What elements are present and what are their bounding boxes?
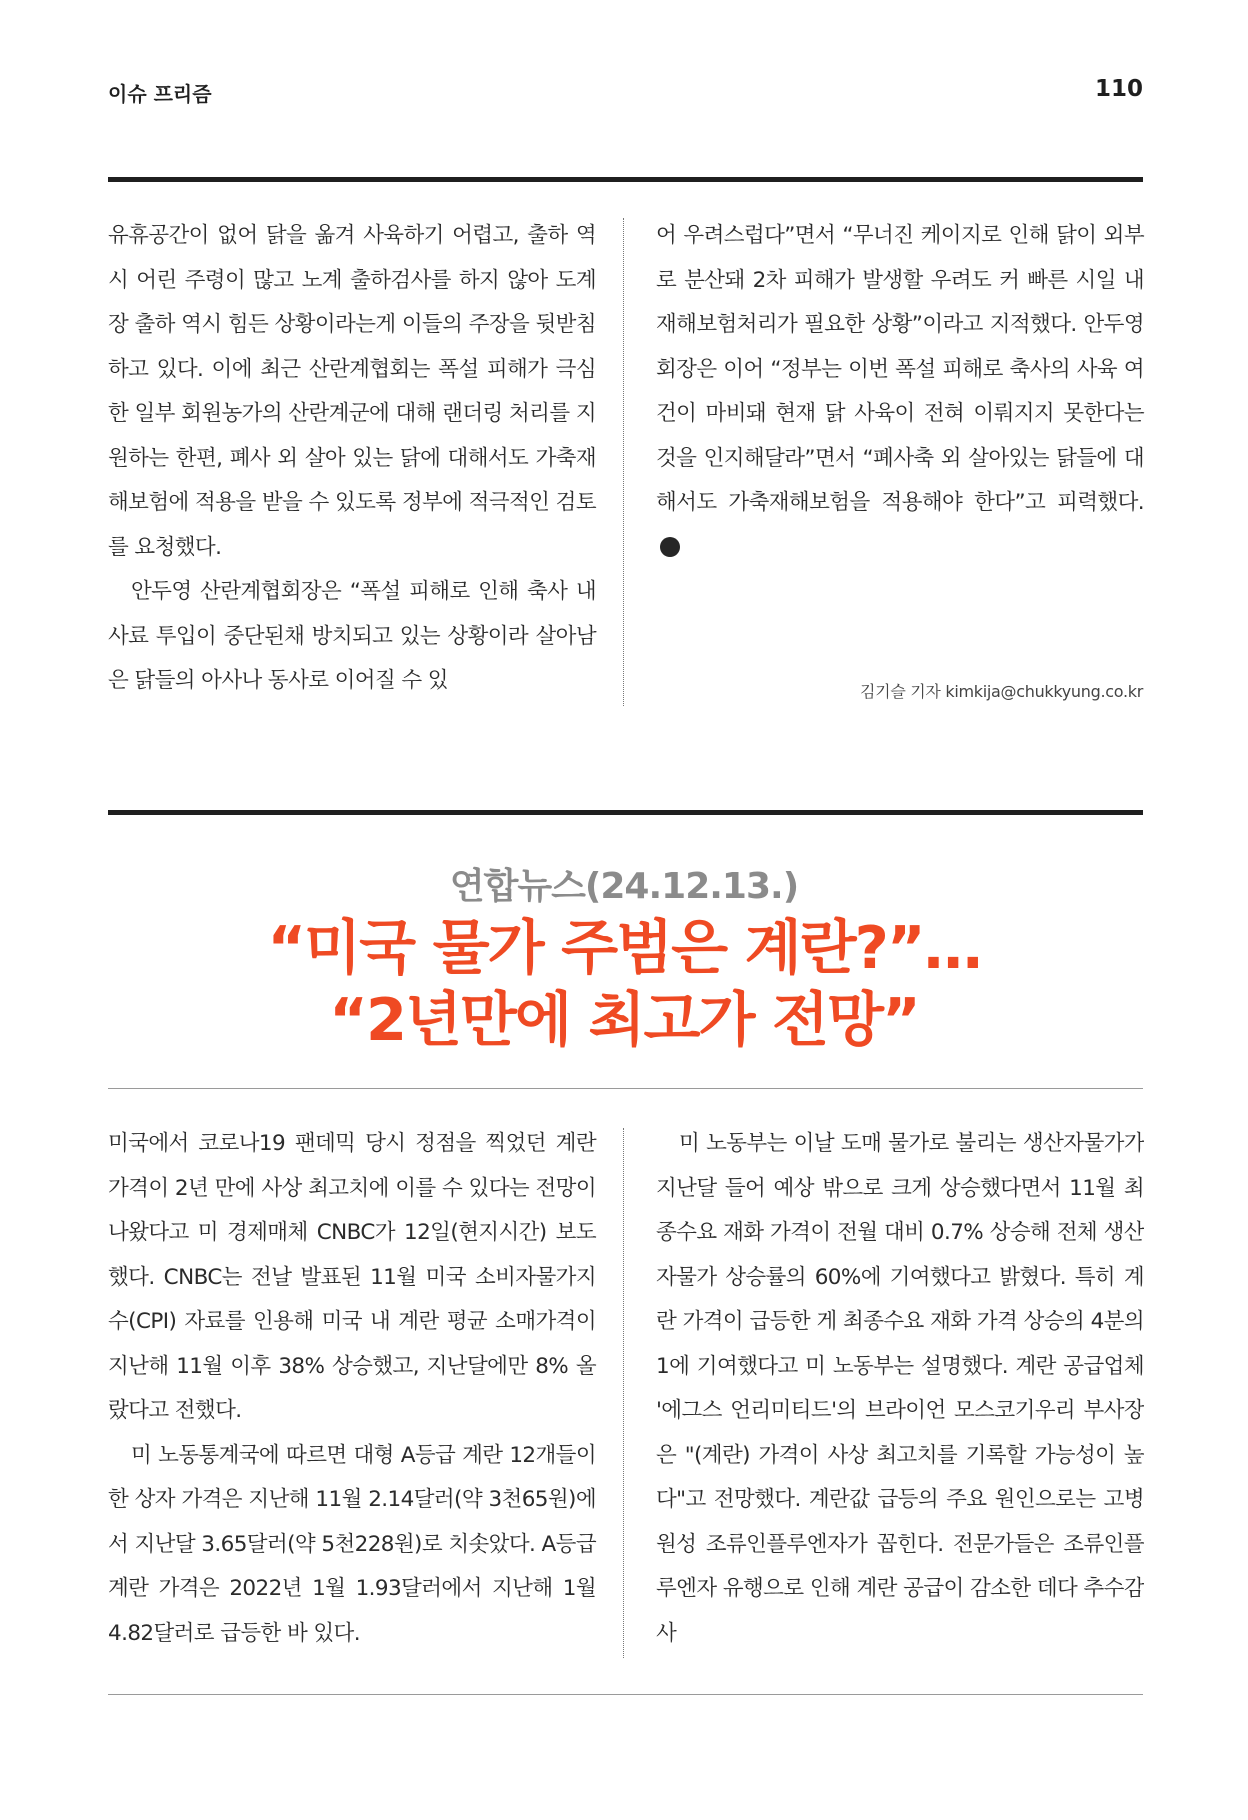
article1-left-column bbox=[108, 214, 596, 704]
column-divider bbox=[623, 1128, 624, 1658]
headline-rule bbox=[108, 1088, 1143, 1089]
article2-right-column bbox=[656, 1122, 1144, 1668]
headline bbox=[0, 912, 1248, 1056]
bottom-rule bbox=[108, 1694, 1143, 1695]
page-number: 110 bbox=[1094, 76, 1143, 102]
article1-paragraph: 어 우려스럽다”면서 “무너진 케이지로 인해 닭이 외부로 분산돼 2차 피해가 발생할 우려도 커 빠른 시일 내 재해보험처리가 필요한 상황”이라고 지적했다. 안두영 회장은 이어 “정부는 이번 폭설 피해로 축사의 사육 여건이 마비돼 현재 닭 사육이 전혀 이뤄지지 못한다는 것을 인지해달라”면서 “폐사축 외 살아있는 닭들에 대해서도 가축재해보험을 적용해야 한다”고 피력했다. bbox=[656, 223, 1144, 515]
article-separator-rule bbox=[108, 810, 1143, 815]
article2-paragraph: 미국에서 코로나19 팬데믹 당시 정점을 찍었던 계란 가격이 2년 만에 사상 최고치에 이를 수 있다는 전망이 나왔다고 미 경제매체 CNBC가 12일(현지시간) 보도했다. CNBC는 전날 발표된 11월 미국 소비자물가지수(CPI) 자료를 인용해 미국 내 계란 평균 소매가격이 지난해 11월 이후 38% 상승했고, 지난달에만 8% 올랐다고 전했다. bbox=[108, 1131, 596, 1423]
article2-left-column bbox=[108, 1122, 596, 1656]
article1-paragraph: 유휴공간이 없어 닭을 옮겨 사육하기 어렵고, 출하 역시 어린 주령이 많고 노계 출하검사를 하지 않아 도계장 출하 역시 힘든 상황이라는게 이들의 주장을 뒷받침하고 있다. 이에 최근 산란계협회는 폭설 피해가 극심한 일부 회원농가의 산란계군에 대해 랜더링 처리를 지원하는 한편, 폐사 외 살아 있는 닭에 대해서도 가축재해보험에 적용을 받을 수 있도록 정부에 적극적인 검토를 요청했다. bbox=[108, 223, 596, 560]
end-mark-icon bbox=[660, 537, 680, 557]
top-rule bbox=[108, 177, 1143, 182]
column-divider bbox=[623, 218, 624, 706]
byline: 김기슬 기자 kimkija@chukkyung.co.kr bbox=[860, 682, 1143, 701]
section-title: 이슈 프리즘 bbox=[108, 82, 212, 106]
headline-line-1: “미국 물가 주범은 계란?”… bbox=[267, 913, 981, 982]
article1-paragraph: 안두영 산란계협회장은 “폭설 피해로 인해 축사 내 사료 투입이 중단된채 방치되고 있는 상황이라 살아남은 닭들의 아사나 동사로 이어질 수 있 bbox=[108, 579, 596, 693]
article2-paragraph: 미 노동부는 이날 도매 물가로 불리는 생산자물가가 지난달 들어 예상 밖으로 크게 상승했다면서 11월 최종수요 재화 가격이 전월 대비 0.7% 상승해 전체 생산자물가 상승률의 60%에 기여했다고 밝혔다. 특히 계란 가격이 급등한 게 최종수요 재화 가격 상승의 4분의 1에 기여했다고 미 노동부는 설명했다. 계란 공급업체 '에그스 언리미티드'의 브라이언 모스코기우리 부사장은 "(계란) 가격이 사상 최고치를 기록할 가능성이 높다"고 전망했다. 계란값 급등의 주요 원인으로는 고병원성 조류인플루엔자가 꼽힌다. 전문가들은 조류인플루엔자 유행으로 인해 계란 공급이 감소한 데다 추수감사 bbox=[656, 1131, 1144, 1646]
article1-right-column bbox=[656, 214, 1144, 570]
news-source: 연합뉴스(24.12.13.) bbox=[449, 866, 799, 907]
article2-paragraph: 미 노동통계국에 따르면 대형 A등급 계란 12개들이 한 상자 가격은 지난해 11월 2.14달러(약 3천65원)에서 지난달 3.65달러(약 5천228원)로 치솟았다. A등급 계란 가격은 2022년 1월 1.93달러에서 지난해 1월 4.82달러로 급등한 바 있다. bbox=[108, 1442, 596, 1646]
headline-line-2: “2년만에 최고가 전망” bbox=[329, 985, 919, 1054]
